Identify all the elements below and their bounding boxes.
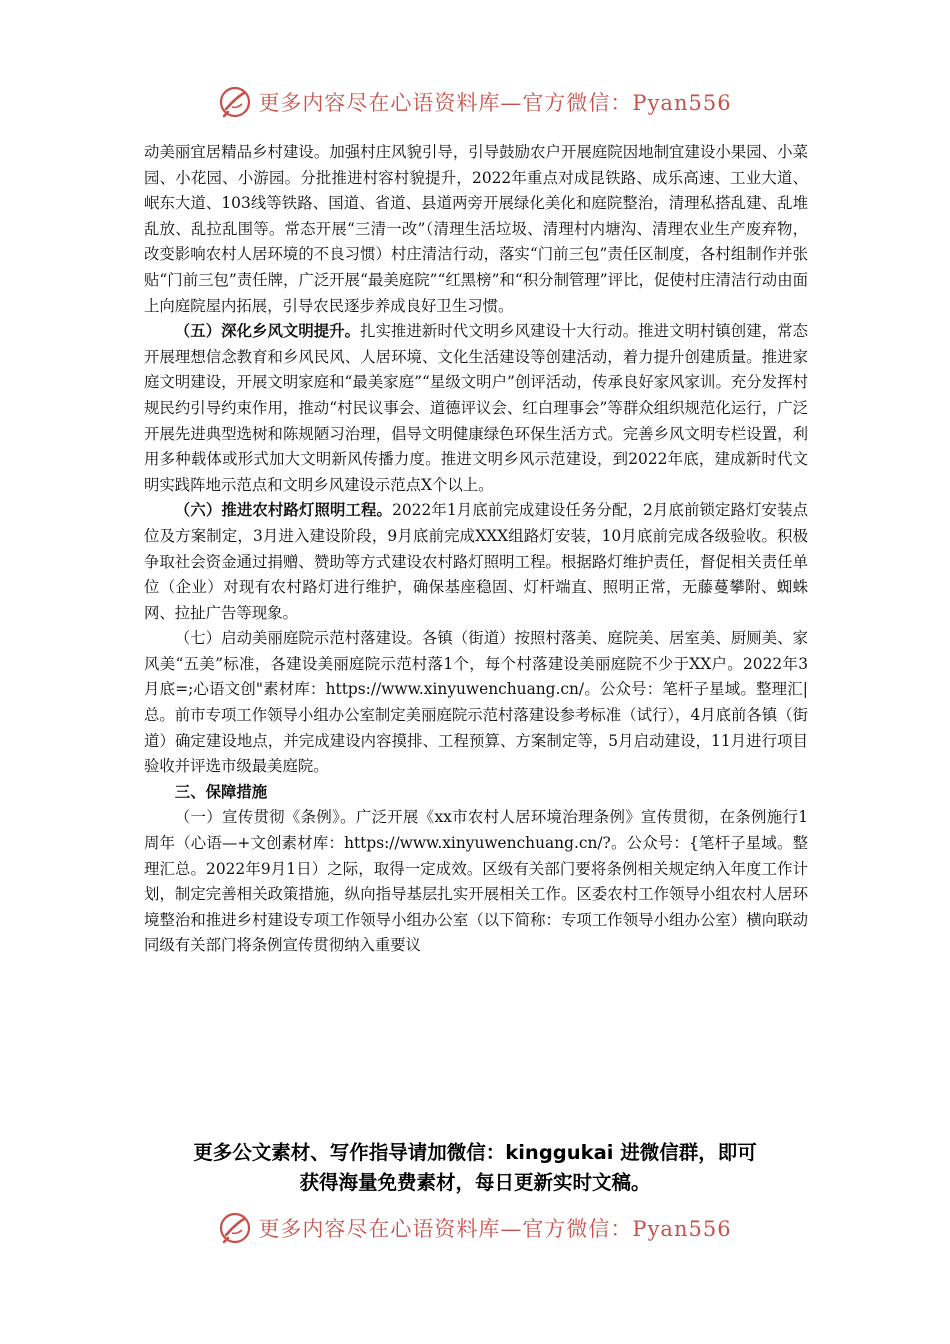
section-title: 三、保障措施 (174, 782, 268, 801)
promo-notice (100, 1138, 850, 1198)
promo-line: 获得海量免费素材，每日更新实时文稿。 (299, 1171, 651, 1194)
paragraph-village-appearance: 动美丽宜居精品乡村建设。加强村庄风貌引导，引导鼓励农户开展庭院因地制宜建设小果园、小菜园、小花园、小游园。分批推进村容村貌提升，2022年重点对成昆铁路、成乐高速、工业大道、岷东大道、103线等铁路、国道、省道、县道两旁开展绿化美化和庭院整治，清理私搭乱建、乱堆乱放、乱拉乱围等。常态开展“三清一改”（清理生活垃圾、清理村内塘沟、清理农业生产废弃物，改变影响农村人居环境的不良习惯）村庄清洁行动，落实“门前三包”责任区制度，各村组制作并张贴“门前三包”责任牌，广泛开展“最美庭院”“红黑榜”和“积分制管理”评比，促使村庄清洁行动由面上向庭院屋内拓展，引导农民逐步养成良好卫生习惯。 (144, 143, 808, 315)
paragraph-heading: （五）深化乡风文明提升。 (174, 322, 361, 341)
paragraph-text: 扎实推进新时代文明乡风建设十大行动。推进文明村镇创建，常态开展理想信念教育和乡风民风、人居环境、文化生活建设等创建活动，着力提升创建质量。推进家庭文明建设，开展文明家庭和“最美家庭”“星级文明户”创评活动，传承良好家风家训。充分发挥村规民约引导约束作用，推动“村民议事会、道德评议会、红白理事会”等群众组织规范化运行，广泛开展先进典型选树和陈规陋习治理，倡导文明健康绿色环保生活方式。完善乡风文明专栏设置，利用多种载体或形式加大文明新风传播力度。推进文明乡风示范建设，到2022年底，建成新时代文明实践阵地示范点和文明乡风建设示范点X个以上。 (144, 322, 808, 494)
paragraph-publicize-regulations: （一）宣传贯彻《条例》。广泛开展《xx市农村人居环境治理条例》宣传贯彻，在条例施行1周年（心语—+文创素材库：https://www.xinyuwenchuang.cn/?。公众号：{笔杆子星域。整理汇总。2022年9月1日）之际，取得一定成效。区级有关部门要将条例相关规定纳入年度工作计划，制定完善相关政策措施，纵向指导基层扎实开展相关工作。区委农村工作领导小组农村人居环境整治和推进乡村建设专项工作领导小组办公室（以下简称：专项工作领导小组办公室）横向联动同级有关部门将条例宣传贯彻纳入重要议 (144, 808, 808, 955)
paragraph-heading: （六）推进农村路灯照明工程。 (174, 501, 393, 520)
pen-scroll-logo-icon (218, 85, 252, 119)
banner-text: 更多内容尽在心语资料库—官方微信：Pyan556 (258, 91, 732, 115)
paragraph-courtyard-demo: （七）启动美丽庭院示范村落建设。各镇（街道）按照村落美、庭院美、居室美、厨厕美、家风美“五美”标准，各建设美丽庭院示范村落1个，每个村落建设美丽庭院不少于XX户。2022年3月底=;心语文创"素材库：https://www.xinyuwenchuang.cn/。公众号：笔杆子星域。整理汇|总。前市专项工作领导小组办公室制定美丽庭院示范村落建设参考标准（试行），4月底前各镇（街道）确定建设地点，并完成建设内容摸排、工程预算、方案制定等，5月启动建设，11月进行项目验收并评选市级最美庭院。 (144, 629, 808, 776)
promo-line: 更多公文素材、写作指导请加微信：kinggukai 进微信群，即可 (193, 1141, 757, 1164)
paragraph-street-lighting (144, 498, 808, 626)
paragraph-rural-civilization (144, 319, 808, 498)
footer-banner (0, 1206, 950, 1250)
header-banner (0, 80, 950, 124)
paragraph-text: 2022年1月底前完成建设任务分配，2月底前锁定路灯安装点位及方案制定，3月进入建设阶段，9月底前完成XXX组路灯安装，10月底前完成各级验收。积极争取社会资金通过捐赠、赞助等方式建设农村路灯照明工程。根据路灯维护责任，督促相关责任单位（企业）对现有农村路灯进行维护，确保基座稳固、灯杆端直、照明正常，无藤蔓攀附、蜘蛛网、拉扯广告等现象。 (144, 501, 808, 622)
banner-text: 更多内容尽在心语资料库—官方微信：Pyan556 (258, 1217, 732, 1241)
document-body (144, 140, 808, 959)
pen-scroll-logo-icon (218, 1211, 252, 1245)
